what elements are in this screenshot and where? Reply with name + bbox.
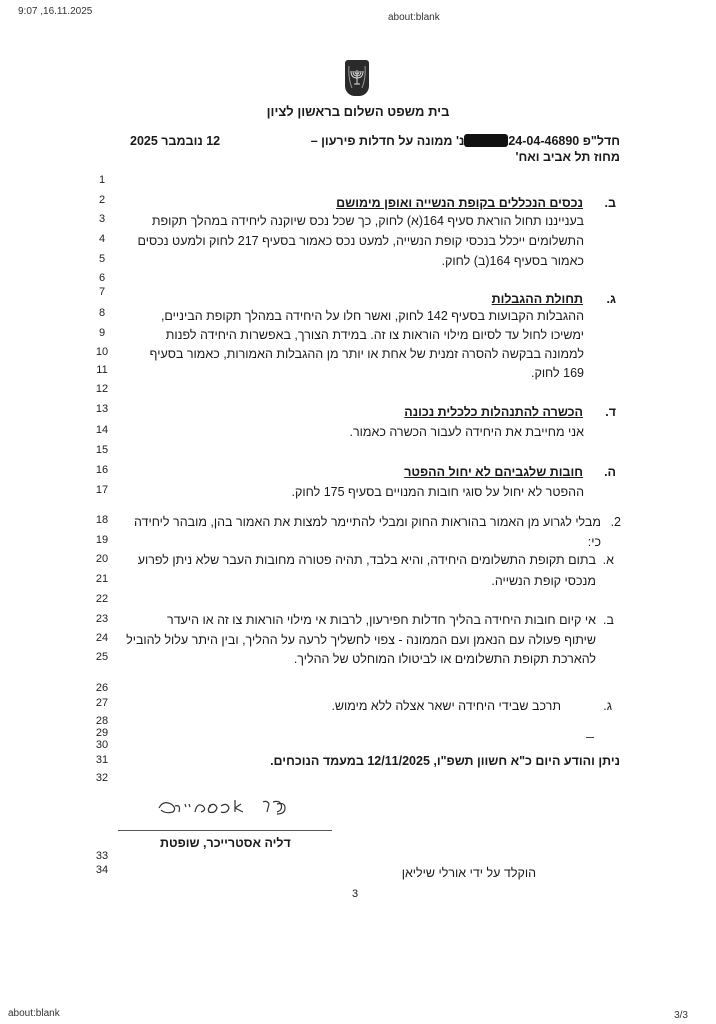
line-number: 16	[95, 464, 109, 476]
section-marker: ה.	[604, 465, 616, 479]
line-number: 25	[95, 651, 109, 663]
paragraph-line: התשלומים ייכלל בנכסי קופת הנשייה, למעט נכס כאמור בסעיף 217 לחוק ולמעט נכסים	[137, 234, 584, 248]
section-heading: תחולת ההגבלות	[491, 292, 583, 306]
paragraph-line: ההגבלות הקבועות בסעיף 142 לחוק, ואשר חלו על היחידה במהלך תקופת הביניים,	[160, 309, 584, 323]
given-line: ניתן והודע היום כ"א חשוון תשפ"ו, 12/11/2025 במעמד הנוכחים.	[270, 754, 620, 768]
subitem-marker: א.	[602, 553, 614, 567]
paragraph-line: מנכסי קופת הנשייה.	[491, 574, 596, 588]
signature-icon	[155, 794, 305, 820]
section-marker: ד.	[605, 405, 616, 419]
paragraph-line: 169 לחוק.	[530, 366, 584, 380]
paragraph-line: ימשיכו לחול עד לסיום מילוי הוראות צו זה. במידת הצורך, באפשרות היחידה לפנות	[165, 328, 584, 342]
line-number: 18	[95, 514, 109, 526]
line-number: 2	[98, 194, 106, 206]
line-number: 10	[95, 346, 109, 358]
paragraph-line: מבלי לגרוע מן האמור בהוראות החוק ומבלי להתיימר למצות את האמור בהן, מובהר ליחידה	[133, 515, 601, 529]
item-marker: 2.	[610, 515, 621, 529]
line-number: 24	[95, 632, 109, 644]
line-number: 28	[95, 715, 109, 727]
subitem-marker: ב.	[603, 613, 614, 627]
line-number: 8	[98, 307, 106, 319]
paragraph-line: תרכב שבידי היחידה ישאר אצלה ללא מימוש.	[331, 699, 561, 713]
line-number: 6	[98, 272, 106, 284]
line-number: 21	[95, 573, 109, 585]
section-heading: חובות שלגביהם לא יחול ההפטר	[404, 465, 583, 479]
line-number: 14	[95, 424, 109, 436]
line-number: 4	[98, 233, 106, 245]
line-number: 26	[95, 682, 109, 694]
line-number: 34	[95, 864, 109, 876]
paragraph-line: כי:	[587, 535, 601, 549]
paragraph-line: כאמור בסעיף 164(ב) לחוק.	[441, 254, 584, 268]
line-number: 3	[98, 213, 106, 225]
line-number: 19	[95, 534, 109, 546]
line-number: 20	[95, 553, 109, 565]
paragraph-line: אני מחייבת את היחידה לעבור הכשרה כאמור.	[349, 425, 584, 439]
line-number: 29	[95, 727, 109, 739]
paragraph-line: אי קיום חובות היחידה בהליך חדלות חפירעון, לרבות אי מילוי הוראות צו זה או היעדר	[167, 613, 596, 627]
print-title: about:blank	[388, 12, 440, 23]
subitem-marker: ג.	[603, 699, 612, 713]
line-number: 11	[96, 364, 108, 376]
section-marker: ג.	[606, 292, 616, 306]
line-number: 13	[95, 403, 109, 415]
line-number: 31	[95, 754, 109, 766]
print-header	[0, 4, 716, 24]
dash-mark	[586, 737, 594, 738]
line-number: 1	[98, 174, 106, 186]
state-emblem-icon	[345, 60, 369, 96]
paragraph-line: לממונה בבקשה להסרה זמנית של אחת או יותר מן ההגבלות האמורות, כאמור בסעיף	[149, 347, 584, 361]
line-number: 7	[98, 286, 106, 298]
court-name: בית משפט השלום בראשון לציון	[266, 104, 450, 119]
print-page-count: 3/3	[674, 1010, 688, 1021]
print-footer	[0, 1008, 716, 1024]
case-number-prefix: חדל"פ 24-04-46890	[508, 134, 620, 148]
paragraph-line: בתום תקופת התשלומים היחידה, והיא בלבד, תהיה פטורה מחובות העבר שלא ניתן לפרוע	[137, 553, 596, 567]
case-parties-line-2: מחוז תל אביב ואח'	[515, 150, 620, 164]
section-heading: הכשרה להתנהלות כלכלית נכונה	[404, 405, 583, 419]
decision-date: 12 נובמבר 2025	[130, 134, 221, 148]
signer-name: דליה אסטרייכר, שופטת	[160, 836, 291, 850]
print-datetime: 9:07 ,16.11.2025	[18, 6, 93, 17]
redaction-block	[464, 134, 508, 147]
line-number: 9	[98, 327, 106, 339]
case-number	[311, 134, 620, 148]
paragraph-line: ההפטר לא יחול על סוגי חובות המנויים בסעיף 175 לחוק.	[291, 485, 584, 499]
line-number: 15	[95, 444, 109, 456]
line-number: 33	[95, 850, 109, 862]
print-url: about:blank	[8, 1008, 60, 1019]
section-marker: ב.	[604, 196, 616, 210]
line-number: 27	[95, 697, 109, 709]
line-number: 32	[95, 772, 109, 784]
page-number: 3	[352, 888, 359, 900]
line-number: 30	[95, 739, 109, 751]
line-number: 12	[95, 383, 109, 395]
case-parties: נ' ממונה על חדלות פירעון –	[310, 134, 465, 148]
line-number: 22	[95, 593, 109, 605]
signature-line	[118, 830, 332, 831]
line-number: 5	[98, 253, 106, 265]
paragraph-line: להארכת תקופת התשלומים או לביטולו המוחלט של ההליך.	[293, 652, 596, 666]
section-heading: נכסים הנכללים בקופת הנשייה ואופן מימושם	[336, 196, 583, 210]
typed-by: הוקלד על ידי אורלי שיליאן	[401, 866, 536, 880]
paragraph-line: שיתוף פעולה עם הנאמן ועם הממונה - צפוי לחשליך לרעה על ההליך, ובין היתר עלול להוביל	[126, 633, 596, 647]
line-number: 23	[95, 613, 109, 625]
line-number: 17	[95, 484, 109, 496]
paragraph-line: בענייננו תחול הוראת סעיף 164(א) לחוק, כך שכל נכס שיוקנה ליחידה במהלך תקופת	[151, 214, 584, 228]
